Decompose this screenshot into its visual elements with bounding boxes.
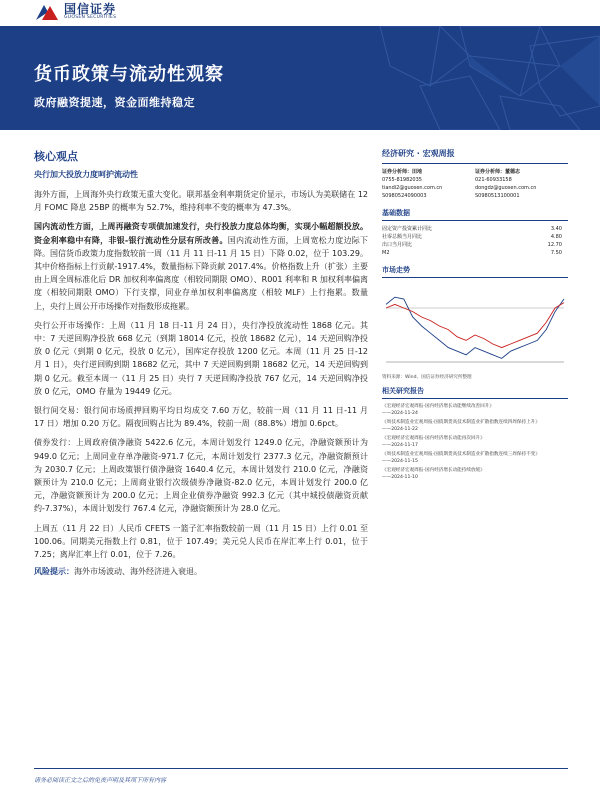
risk-warning <box>34 565 368 578</box>
chart-series-line-1 <box>386 297 564 358</box>
basic-data-key: 社零总额当月同比 <box>382 234 423 240</box>
related-reports <box>382 403 568 481</box>
related-report-title[interactable]: 《宏观经济宏观周报-国内经济增长动能继续改善回升》 <box>382 404 494 409</box>
related-report-date: ——2024-11-22 <box>382 427 418 432</box>
main-content <box>34 148 368 578</box>
related-report-date: ——2024-11-17 <box>382 443 418 448</box>
related-report-date: ——2024-11-24 <box>382 411 418 416</box>
analyst-1-email[interactable]: tiandi2@guosen.com.cn <box>382 185 443 191</box>
related-report-title[interactable]: 《周技术制造业宏观周报-国债期货高技术制造业扩散指数连续三周保持不变》 <box>382 452 540 457</box>
basic-data-row <box>382 249 568 257</box>
related-report-title[interactable]: 《宏观经济宏观周报-国内经济增长动能持续放缓》 <box>382 468 485 473</box>
sidebar <box>382 148 568 483</box>
basic-data-row <box>382 225 568 233</box>
basic-data-row <box>382 241 568 249</box>
analyst-1 <box>382 168 475 200</box>
disclaimer-footer: 请务必阅读正文之后的免责声明及其项下所有内容 <box>34 768 568 784</box>
basic-data-value: 7.50 <box>550 250 562 256</box>
related-report-date: ——2024-11-15 <box>382 459 418 464</box>
analyst-2-cert: S0980513100001 <box>475 193 520 199</box>
related-report-title[interactable]: 《周技术制造业宏观周报-国债期货高技术制造业扩散指数连续四周保持上升》 <box>382 420 540 425</box>
analyst-2 <box>475 168 568 200</box>
paragraph-domestic-rest: 国内流动性方面，上周宽松力度边际下降。国信货币政策力度指数较前一周（11 月 11 日-11 月 15 日）下降 0.02，位于 103.29。其中价格指标上行贡献-1917.4%，数量指标下降贡献 2017.4%。价格指数上升（扩张）主要由上周全周标准化后 DR 加权利率偏离度（相较同期限 OMO）、R001 利率和 R 加权利率偏离度（相较同期限 OMO）下行支撑，同业存单加权利率偏离度（相较 MLF）上行拖累。数量上，央行上周公开市场操作对指数形成拖累。 <box>34 235 369 311</box>
risk-label: 风险提示： <box>34 567 74 577</box>
analyst-2-phone: 021-60933158 <box>475 177 512 183</box>
basic-data-value: 3.40 <box>550 226 562 232</box>
paragraph-bonds: 债券发行：上周政府债净融资 5422.6 亿元，本周计划发行 1249.0 亿元，净融资额预计为 949.0 亿元；上周同业存单净融资-971.7 亿元，本周计划发行 2377.3 亿元，净融资额预计为 2030.7 亿元；上周政策银行债净融资 1640.4 亿元，本周计划发行 210.0 亿元，净融资额预计为 210.0 亿元；上周商业银行次级债券净融资-82.0 亿元，本周计划发行 200.0 亿元，净融资额预计为 200.0 亿元；上周企业债券净融资 992.3 亿元（其中城投债融资贡献约-7.37%），本周计划发行 767.4 亿元，净融资额预计为 28.0 亿元。 <box>34 438 368 514</box>
paragraph-fx: 上周五（11 月 22 日）人民币 CFETS 一篮子汇率指数较前一周（11 月 15 日）上行 0.01 至 100.06。同期美元指数上行 0.81，位于 107.49；美元兑人民币在岸汇率上行 0.01，位于 7.25；离岸汇率上行 0.01，位于 7.26。 <box>34 523 368 560</box>
related-report-title[interactable]: 《宏观经济宏观周报-国内经济增长动能再次回升》 <box>382 436 485 441</box>
core-heading: 核心观点 <box>34 150 78 163</box>
related-report-date: ——2024-11-10 <box>382 475 418 480</box>
basic-data-row <box>382 233 568 241</box>
paragraph-omo: 央行公开市场操作：上周（11 月 18 日-11 月 24 日），央行净投放流动性 1868 亿元。其中：7 天逆回购净投放 668 亿元（到期 18014 亿元，投放 18682 亿元），14 天逆回购净投放 0 亿元（到期 0 亿元，投放 0 亿元），国库定存投放 1200 亿元。本周（11 月 25 日-12 月 1 日），央行逆回购到期 18682 亿元，其中 7 天逆回购到期 18682 亿元，14 天逆回购到期 0 亿元。截至本周一（11 月 25 日）央行 7 天逆回购净投放 767 亿元，14 天逆回购净投放 0 亿元，OMO 存量为 19449 亿元。 <box>34 320 368 396</box>
paragraph-domestic-bold: 国内流动性方面，上周再融资专项债加速发行，央行投放力度总体均衡，实现小幅超额投放。资金利率稳中有降，非银-银行流动性分层有所改善。 <box>34 222 368 245</box>
basic-data-key: M2 <box>382 250 390 256</box>
analyst-1-label: 证券分析师：田地 <box>382 169 423 175</box>
basic-data-table <box>382 225 568 257</box>
trend-heading: 市场走势 <box>382 265 568 278</box>
analysts <box>382 168 568 200</box>
basic-data-value: 4.80 <box>550 234 562 240</box>
sub-heading: 央行加大投放力度呵护流动性 <box>34 170 138 179</box>
guosen-logo-icon <box>34 2 60 22</box>
analyst-2-email[interactable]: dongdz@guosen.com.cn <box>475 185 537 191</box>
top-bar <box>0 0 600 26</box>
brand-name-cn: 国信证券 <box>64 2 117 17</box>
report-type: 经济研究 · 宏观周报 <box>382 148 568 164</box>
basic-data-heading: 基础数据 <box>382 208 568 221</box>
title-banner <box>0 26 600 130</box>
analyst-2-label: 证券分析师：董德志 <box>475 169 521 175</box>
report-title: 货币政策与流动性观察 <box>34 64 224 85</box>
basic-data-value: 12.70 <box>547 242 562 248</box>
analyst-1-phone: 0755-81982035 <box>382 177 422 183</box>
brand-name-en: GUOSEN SECURITIES <box>64 15 117 21</box>
brand-logo <box>34 2 116 22</box>
related-heading: 相关研究报告 <box>382 386 568 399</box>
market-trend-chart <box>382 280 568 372</box>
analyst-1-cert: S0980524090003 <box>382 193 427 199</box>
report-subtitle: 政府融资提速，资金面维持稳定 <box>34 96 195 109</box>
chart-source: 资料来源：Wind、国信证券经济研究所整理 <box>382 375 472 380</box>
paragraph-interbank: 银行间交易：银行间市场质押回购平均日均成交 7.60 万亿，较前一周（11 月 11 日-11 月 17 日）增加 0.20 万亿。隔夜回购占比为 89.4%，较前一周（88.8%）增加 0.6pct。 <box>34 406 368 429</box>
paragraph-overseas: 海外方面，上周海外央行政策无重大变化。联邦基金利率期货定价显示，市场认为美联储在 12 月 FOMC 降息 25BP 的概率为 52.7%，维持利率不变的概率为 47.3%。 <box>34 190 368 213</box>
basic-data-key: 出口当月同比 <box>382 242 413 248</box>
risk-text: 海外市场波动、海外经济进入衰退。 <box>74 567 202 577</box>
paragraph-domestic <box>34 220 368 312</box>
basic-data-key: 固定资产投资累计同比 <box>382 226 433 232</box>
